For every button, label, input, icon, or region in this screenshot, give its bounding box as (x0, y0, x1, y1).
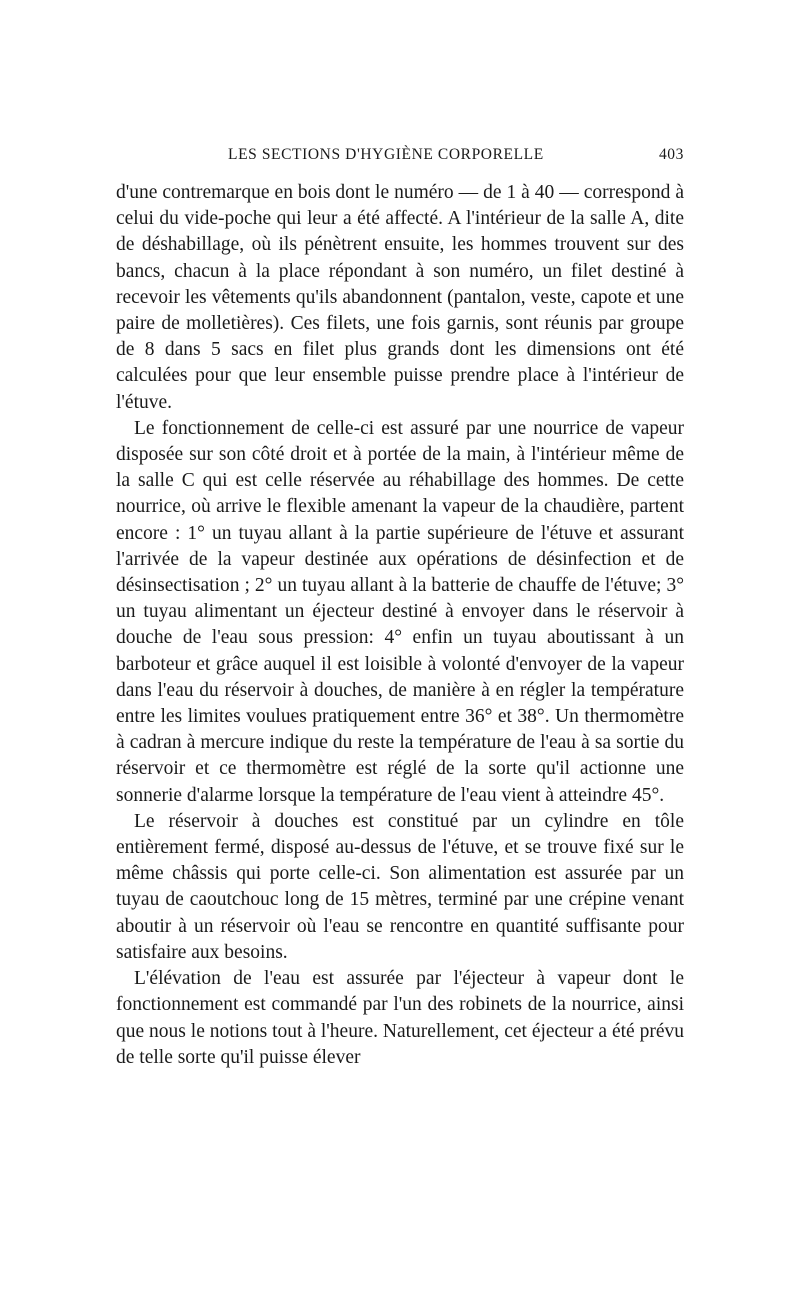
paragraph: L'élévation de l'eau est assurée par l'éjecteur à vapeur dont le fonctionnement est commandé par l'un des robinets de la nourrice, ainsi que nous le notions tout à l'heure. Naturellement, cet éjecteur a été prévu de telle sorte qu'il puisse élever (116, 968, 684, 1068)
paragraph: Le réservoir à douches est constitué par un cylindre en tôle entièrement fermé, disposé au-dessus de l'étuve, et se trouve fixé sur le même châssis qui porte celle-ci. Son alimentation est assurée par un tuyau de caoutchouc long de 15 mètres, terminé par une crépine venant aboutir à un réservoir où l'eau se rencontre en quantité suffisante pour satisfaire aux besoins. (116, 810, 684, 963)
paragraph: Le fonctionnement de celle-ci est assuré par une nourrice de vapeur disposée sur son côté droit et à portée de la main, à l'intérieur même de la salle C qui est celle réservée au réhabillage des hommes. De cette nourrice, où arrive le flexible amenant la vapeur de la chaudière, partent encore : 1° un tuyau allant à la partie supérieure de l'étuve et assurant l'arrivée de la vapeur destinée aux opérations de désinfection et de désinsectisation ; 2° un tuyau allant à la batterie de chauffe de l'étuve; 3° un tuyau alimentant un éjecteur destiné à envoyer dans le réservoir à douche de l'eau sous pression: 4° enfin un tuyau aboutissant à un barboteur et grâce auquel il est loisible à volonté d'envoyer de la vapeur dans l'eau du réservoir à douches, de manière à en régler la température entre les limites voulues pratiquement entre 36° et 38°. Un thermomètre à cadran à mercure indique du reste la température de l'eau à sa sortie du réservoir et ce thermomètre est réglé de la sorte qu'il actionne une sonnerie d'alarme lorsque la température de l'eau vient à atteindre 45°. (116, 417, 684, 806)
body-text (116, 180, 684, 1071)
book-page (116, 146, 684, 1071)
page-number: 403 (658, 146, 684, 163)
paragraph: d'une contremarque en bois dont le numéro — de 1 à 40 — correspond à celui du vide-poche qui leur a été affecté. A l'intérieur de la salle A, dite de déshabillage, où ils pénètrent ensuite, les hommes trouvent sur des bancs, chacun à la place répondant à son numéro, un filet destiné à recevoir les vêtements qu'ils abandonnent (pantalon, veste, capote et une paire de molletières). Ces filets, une fois garnis, sont réunis par groupe de 8 dans 5 sacs en filet plus grands dont les dimensions ont été calculées pour que leur ensemble puisse prendre place à l'intérieur de l'étuve. (116, 182, 684, 413)
running-title: LES SECTIONS D'HYGIÈNE CORPORELLE (228, 146, 544, 163)
running-head (116, 146, 684, 174)
